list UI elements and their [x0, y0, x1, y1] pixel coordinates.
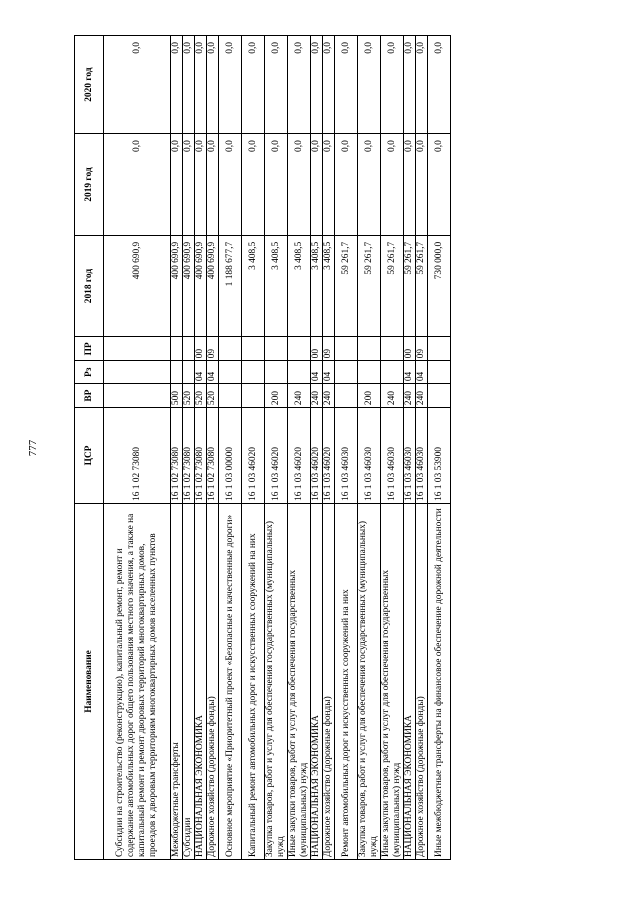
cell-csr: 16 1 03 53900	[428, 408, 451, 504]
cell-vr: 520	[183, 384, 195, 408]
cell-vr: 240	[416, 384, 428, 408]
table-row	[242, 36, 265, 860]
cell-2018: 3 408,5	[323, 235, 335, 337]
header-row	[75, 36, 104, 860]
cell-2020: 0,0	[104, 36, 171, 134]
table-row	[323, 36, 335, 860]
cell-rz	[288, 361, 311, 384]
cell-vr: 240	[404, 384, 416, 408]
table-row	[195, 36, 207, 860]
header-csr: ЦСР	[75, 408, 104, 504]
cell-csr: 16 1 03 46020	[242, 408, 265, 504]
cell-csr: 16 1 02 73080	[183, 408, 195, 504]
table-row	[381, 36, 404, 860]
cell-vr	[104, 384, 171, 408]
cell-2020: 0,0	[404, 36, 416, 134]
cell-vr: 200	[358, 384, 381, 408]
cell-2019: 0,0	[358, 134, 381, 236]
cell-name: Дорожное хозяйство (дорожные фонды)	[416, 503, 428, 859]
cell-2019: 0,0	[171, 134, 183, 236]
cell-vr	[335, 384, 358, 408]
cell-2019: 0,0	[207, 134, 219, 236]
cell-name: Субсидии	[183, 503, 195, 859]
cell-name: Иные закупки товаров, работ и услуг для обеспечения государственных (муниципальных) нужд	[288, 503, 311, 859]
cell-vr	[219, 384, 242, 408]
cell-csr: 16 1 03 46030	[335, 408, 358, 504]
cell-pr	[183, 337, 195, 361]
rotated-table-container	[74, 35, 566, 860]
table-row	[311, 36, 323, 860]
cell-2020: 0,0	[171, 36, 183, 134]
table-row	[288, 36, 311, 860]
cell-rz	[381, 361, 404, 384]
cell-vr: 500	[171, 384, 183, 408]
cell-name: Ремонт автомобильных дорог и искусственных сооружений на них	[335, 503, 358, 859]
header-2018: 2018 год	[75, 235, 104, 337]
cell-rz	[335, 361, 358, 384]
cell-csr: 16 1 03 46030	[404, 408, 416, 504]
cell-rz	[219, 361, 242, 384]
cell-rz: 04	[323, 361, 335, 384]
cell-2020: 0,0	[311, 36, 323, 134]
cell-vr: 520	[207, 384, 219, 408]
header-2020: 2020 год	[75, 36, 104, 134]
cell-pr	[265, 337, 288, 361]
cell-2019: 0,0	[323, 134, 335, 236]
page-number: 777	[27, 439, 39, 457]
cell-2019: 0,0	[311, 134, 323, 236]
cell-name: Закупка товаров, работ и услуг для обеспечения государственных (муниципальных) нужд	[265, 503, 288, 859]
cell-2019: 0,0	[104, 134, 171, 236]
cell-2020: 0,0	[242, 36, 265, 134]
cell-csr: 16 1 03 46030	[381, 408, 404, 504]
cell-csr: 16 1 02 73080	[207, 408, 219, 504]
table-row	[219, 36, 242, 860]
cell-2019: 0,0	[381, 134, 404, 236]
cell-name: Закупка товаров, работ и услуг для обеспечения государственных (муниципальных) нужд	[358, 503, 381, 859]
cell-rz: 04	[416, 361, 428, 384]
cell-2020: 0,0	[335, 36, 358, 134]
cell-2018: 400 690,9	[207, 235, 219, 337]
cell-2018: 3 408,5	[265, 235, 288, 337]
cell-name: Субсидии на строительство (реконструкцию), капитальный ремонт, ремонт и содержание автомобильных дорог общего пользования местного значения, а также на капитальный ремонт и ремонт дворовых территорий многоквартирных домов, проездов к дворовым территориям многоквартирных домов населенных пунктов	[104, 503, 171, 859]
table-row	[404, 36, 416, 860]
cell-name: НАЦИОНАЛЬНАЯ ЭКОНОМИКА	[195, 503, 207, 859]
cell-2019: 0,0	[195, 134, 207, 236]
cell-2018: 400 690,9	[183, 235, 195, 337]
cell-pr	[335, 337, 358, 361]
cell-rz	[265, 361, 288, 384]
cell-2018: 1 188 677,7	[219, 235, 242, 337]
cell-2020: 0,0	[428, 36, 451, 134]
cell-name: Основное мероприятие «Приоритетный проект «Безопасные и качественные дороги»	[219, 503, 242, 859]
cell-2020: 0,0	[323, 36, 335, 134]
cell-rz	[171, 361, 183, 384]
cell-2018: 400 690,9	[171, 235, 183, 337]
table-row	[335, 36, 358, 860]
cell-vr: 200	[265, 384, 288, 408]
cell-pr	[219, 337, 242, 361]
cell-2020: 0,0	[183, 36, 195, 134]
table-row	[416, 36, 428, 860]
table-row	[104, 36, 171, 860]
cell-2020: 0,0	[381, 36, 404, 134]
cell-csr: 16 1 03 46020	[265, 408, 288, 504]
table-row	[428, 36, 451, 860]
cell-vr: 240	[381, 384, 404, 408]
cell-pr: 00	[311, 337, 323, 361]
cell-rz	[428, 361, 451, 384]
cell-2018: 3 408,5	[242, 235, 265, 337]
cell-pr: 09	[323, 337, 335, 361]
cell-name: Дорожное хозяйство (дорожные фонды)	[207, 503, 219, 859]
cell-name: НАЦИОНАЛЬНАЯ ЭКОНОМИКА	[404, 503, 416, 859]
cell-name: Капитальный ремонт автомобильных дорог и искусственных сооружений на них	[242, 503, 265, 859]
cell-2019: 0,0	[404, 134, 416, 236]
cell-csr: 16 1 03 46020	[323, 408, 335, 504]
cell-2020: 0,0	[358, 36, 381, 134]
cell-2020: 0,0	[265, 36, 288, 134]
cell-csr: 16 1 03 46030	[358, 408, 381, 504]
cell-2018: 59 261,7	[416, 235, 428, 337]
cell-2018: 59 261,7	[358, 235, 381, 337]
cell-pr	[171, 337, 183, 361]
cell-csr: 16 1 02 73080	[171, 408, 183, 504]
cell-2018: 730 000,0	[428, 235, 451, 337]
cell-pr	[428, 337, 451, 361]
table-row	[265, 36, 288, 860]
cell-2020: 0,0	[207, 36, 219, 134]
cell-pr	[381, 337, 404, 361]
table-row	[183, 36, 195, 860]
cell-2020: 0,0	[195, 36, 207, 134]
cell-2019: 0,0	[416, 134, 428, 236]
cell-rz: 04	[207, 361, 219, 384]
cell-2018: 3 408,5	[311, 235, 323, 337]
header-2019: 2019 год	[75, 134, 104, 236]
cell-vr: 240	[311, 384, 323, 408]
cell-2019: 0,0	[428, 134, 451, 236]
cell-pr	[104, 337, 171, 361]
cell-vr: 240	[323, 384, 335, 408]
header-rz: Рз	[75, 361, 104, 384]
cell-vr: 520	[195, 384, 207, 408]
cell-2019: 0,0	[183, 134, 195, 236]
cell-2020: 0,0	[416, 36, 428, 134]
cell-csr: 16 1 02 73080	[104, 408, 171, 504]
cell-name: Иные межбюджетные трансферты на финансовое обеспечение дорожной деятельности	[428, 503, 451, 859]
cell-2018: 59 261,7	[381, 235, 404, 337]
header-pr: ПР	[75, 337, 104, 361]
table-row	[358, 36, 381, 860]
cell-csr: 16 1 02 73080	[195, 408, 207, 504]
cell-csr: 16 1 03 00000	[219, 408, 242, 504]
cell-pr	[242, 337, 265, 361]
cell-vr: 240	[288, 384, 311, 408]
cell-2019: 0,0	[335, 134, 358, 236]
cell-pr: 00	[195, 337, 207, 361]
cell-pr: 09	[207, 337, 219, 361]
cell-csr: 16 1 03 46030	[416, 408, 428, 504]
cell-2019: 0,0	[288, 134, 311, 236]
cell-pr	[358, 337, 381, 361]
cell-rz	[104, 361, 171, 384]
cell-csr: 16 1 03 46020	[288, 408, 311, 504]
cell-pr: 00	[404, 337, 416, 361]
cell-pr	[288, 337, 311, 361]
cell-2018: 400 690,9	[195, 235, 207, 337]
cell-name: Дорожное хозяйство (дорожные фонды)	[323, 503, 335, 859]
cell-rz: 04	[311, 361, 323, 384]
cell-2018: 59 261,7	[404, 235, 416, 337]
cell-2020: 0,0	[288, 36, 311, 134]
cell-2018: 3 408,5	[288, 235, 311, 337]
header-vr: ВР	[75, 384, 104, 408]
cell-2018: 400 690,9	[104, 235, 171, 337]
cell-2018: 59 261,7	[335, 235, 358, 337]
cell-csr: 16 1 03 46020	[311, 408, 323, 504]
cell-pr: 09	[416, 337, 428, 361]
table-row	[171, 36, 183, 860]
cell-2019: 0,0	[242, 134, 265, 236]
cell-name: Иные закупки товаров, работ и услуг для обеспечения государственных (муниципальных) нужд	[381, 503, 404, 859]
header-name: Наименование	[75, 503, 104, 859]
cell-2019: 0,0	[219, 134, 242, 236]
table-row	[207, 36, 219, 860]
budget-table	[74, 35, 451, 860]
cell-rz	[183, 361, 195, 384]
cell-2020: 0,0	[219, 36, 242, 134]
cell-vr	[242, 384, 265, 408]
cell-name: Межбюджетные трансферты	[171, 503, 183, 859]
cell-vr	[428, 384, 451, 408]
cell-rz	[242, 361, 265, 384]
cell-rz	[358, 361, 381, 384]
cell-2019: 0,0	[265, 134, 288, 236]
cell-rz: 04	[195, 361, 207, 384]
cell-name: НАЦИОНАЛЬНАЯ ЭКОНОМИКА	[311, 503, 323, 859]
cell-rz: 04	[404, 361, 416, 384]
